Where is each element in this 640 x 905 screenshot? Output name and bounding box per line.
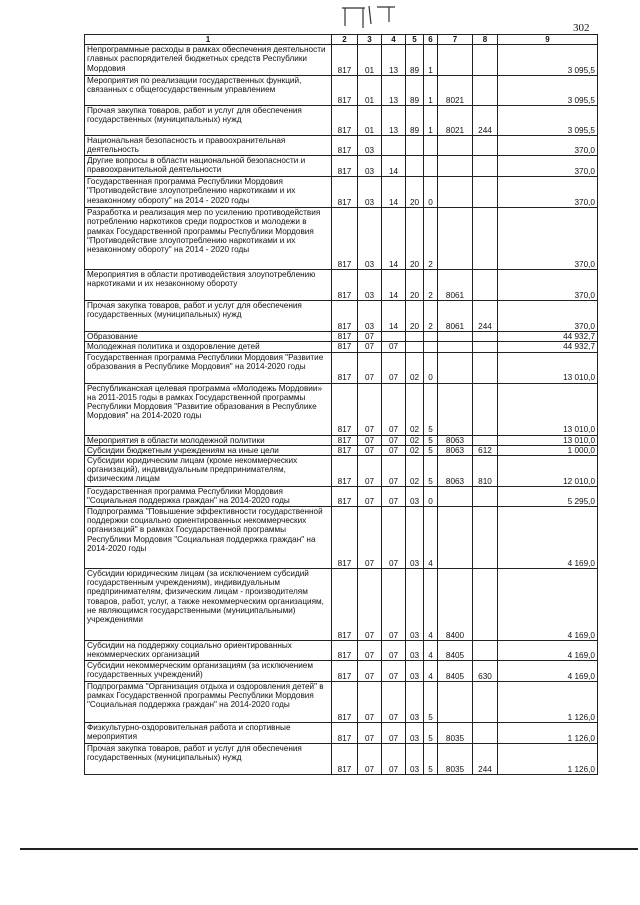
program-cell [406, 342, 424, 352]
staple-mark-icon [337, 4, 397, 30]
article-cell: 8405 [438, 661, 473, 682]
program-cell: 03 [406, 682, 424, 723]
program-cell: 02 [406, 352, 424, 383]
table-row [85, 106, 598, 136]
row-name-cell: Национальная безопасность и правоохранительная деятельность [85, 136, 332, 156]
program-cell: 02 [406, 383, 424, 435]
expense-type-cell [473, 177, 498, 208]
subsection-cell: 07 [382, 435, 406, 445]
section-cell: 07 [358, 383, 382, 435]
subsection-cell: 14 [382, 208, 406, 270]
admin-code-cell: 817 [332, 744, 358, 775]
table-row [85, 456, 598, 487]
subsection-cell: 14 [382, 177, 406, 208]
expense-type-cell: 630 [473, 661, 498, 682]
program-cell: 20 [406, 301, 424, 332]
amount-cell: 4 169,0 [498, 569, 598, 641]
subprogram-cell: 5 [424, 744, 438, 775]
scan-edge-line [20, 848, 638, 850]
expense-type-cell [473, 136, 498, 156]
admin-code-cell: 817 [332, 208, 358, 270]
table-row [85, 435, 598, 445]
expense-type-cell [473, 45, 498, 76]
admin-code-cell: 817 [332, 569, 358, 641]
program-cell: 02 [406, 435, 424, 445]
program-cell: 89 [406, 45, 424, 76]
expense-type-cell [473, 208, 498, 270]
program-cell: 02 [406, 456, 424, 487]
article-cell: 8035 [438, 744, 473, 775]
section-cell: 07 [358, 744, 382, 775]
row-name-cell: Подпрограмма "Организация отдыха и оздоровления детей" в рамках Государственной программы Республики Мордовия "Социальная поддержка граждан" на 2014-2020 годы [85, 682, 332, 723]
expense-type-cell [473, 270, 498, 301]
section-cell: 07 [358, 682, 382, 723]
admin-code-cell: 817 [332, 342, 358, 352]
expense-type-cell [473, 641, 498, 661]
subsection-cell: 07 [382, 744, 406, 775]
section-cell: 07 [358, 332, 382, 342]
admin-code-cell: 817 [332, 507, 358, 569]
row-name-cell: Субсидии на поддержку социально ориентированных некоммерческих организаций [85, 641, 332, 661]
amount-cell: 1 000,0 [498, 445, 598, 455]
article-cell [438, 208, 473, 270]
subprogram-cell: 0 [424, 177, 438, 208]
expense-type-cell: 612 [473, 445, 498, 455]
table-row [85, 445, 598, 455]
expense-type-cell [473, 352, 498, 383]
table-row [85, 270, 598, 301]
amount-cell: 1 126,0 [498, 723, 598, 744]
subprogram-cell [424, 332, 438, 342]
subprogram-cell: 4 [424, 661, 438, 682]
expense-type-cell [473, 723, 498, 744]
subsection-cell: 07 [382, 661, 406, 682]
expense-type-cell [473, 682, 498, 723]
row-name-cell: Субсидии бюджетным учреждениям на иные цели [85, 445, 332, 455]
table-row [85, 352, 598, 383]
article-cell: 8063 [438, 445, 473, 455]
column-header: 9 [498, 35, 598, 45]
row-name-cell: Субсидии некоммерческим организациям (за исключением государственных учреждений) [85, 661, 332, 682]
table-row [85, 487, 598, 507]
table-row [85, 342, 598, 352]
table-header-row [85, 35, 598, 45]
subsection-cell: 14 [382, 301, 406, 332]
section-cell: 07 [358, 445, 382, 455]
table-row [85, 723, 598, 744]
amount-cell: 44 932,7 [498, 342, 598, 352]
section-cell: 07 [358, 435, 382, 445]
program-cell: 03 [406, 487, 424, 507]
expense-type-cell: 244 [473, 301, 498, 332]
subprogram-cell: 0 [424, 352, 438, 383]
expense-type-cell [473, 342, 498, 352]
subsection-cell: 13 [382, 106, 406, 136]
row-name-cell: Физкультурно-оздоровительная работа и спортивные мероприятия [85, 723, 332, 744]
section-cell: 07 [358, 352, 382, 383]
subprogram-cell: 2 [424, 208, 438, 270]
amount-cell: 3 095,5 [498, 45, 598, 76]
section-cell: 03 [358, 156, 382, 177]
article-cell: 8063 [438, 456, 473, 487]
article-cell: 8021 [438, 76, 473, 106]
section-cell: 03 [358, 301, 382, 332]
expense-type-cell [473, 76, 498, 106]
amount-cell: 3 095,5 [498, 76, 598, 106]
admin-code-cell: 817 [332, 352, 358, 383]
subprogram-cell: 2 [424, 270, 438, 301]
admin-code-cell: 817 [332, 301, 358, 332]
section-cell: 07 [358, 661, 382, 682]
subprogram-cell: 1 [424, 106, 438, 136]
expense-type-cell [473, 487, 498, 507]
amount-cell: 4 169,0 [498, 661, 598, 682]
admin-code-cell: 817 [332, 156, 358, 177]
row-name-cell: Субсидии юридическим лицам (за исключением субсидий государственным учреждениям), индивидуальным предпринимателям, физическим лицам - производителям товаров, работ, услуг, а также некоммерческим организациям, не являющимся государственными (муниципальными) учреждениями [85, 569, 332, 641]
subsection-cell: 07 [382, 682, 406, 723]
subsection-cell: 07 [382, 352, 406, 383]
article-cell [438, 682, 473, 723]
subsection-cell: 07 [382, 445, 406, 455]
row-name-cell: Субсидии юридическим лицам (кроме некоммерческих организаций), индивидуальным предпринимателям, физическим лицам [85, 456, 332, 487]
amount-cell: 370,0 [498, 136, 598, 156]
program-cell: 02 [406, 445, 424, 455]
row-name-cell: Мероприятия в области молодежной политики [85, 435, 332, 445]
expense-type-cell [473, 383, 498, 435]
program-cell: 20 [406, 208, 424, 270]
amount-cell: 3 095,5 [498, 106, 598, 136]
table-row [85, 332, 598, 342]
article-cell [438, 332, 473, 342]
section-cell: 07 [358, 569, 382, 641]
subprogram-cell: 5 [424, 456, 438, 487]
subsection-cell: 07 [382, 456, 406, 487]
subprogram-cell: 5 [424, 383, 438, 435]
admin-code-cell: 817 [332, 435, 358, 445]
amount-cell: 13 010,0 [498, 435, 598, 445]
amount-cell: 370,0 [498, 301, 598, 332]
article-cell [438, 177, 473, 208]
row-name-cell: Государственная программа Республики Мордовия "Развитие образования в Республике Мордовия" на 2014-2020 годы [85, 352, 332, 383]
admin-code-cell: 817 [332, 487, 358, 507]
column-header: 6 [424, 35, 438, 45]
subprogram-cell: 5 [424, 723, 438, 744]
row-name-cell: Прочая закупка товаров, работ и услуг для обеспечения государственных (муниципальных) нужд [85, 744, 332, 775]
amount-cell: 5 295,0 [498, 487, 598, 507]
table-row [85, 301, 598, 332]
amount-cell: 370,0 [498, 177, 598, 208]
table-row [85, 45, 598, 76]
table-row [85, 383, 598, 435]
row-name-cell: Прочая закупка товаров, работ и услуг для обеспечения государственных (муниципальных) нужд [85, 106, 332, 136]
expense-type-cell: 244 [473, 106, 498, 136]
section-cell: 03 [358, 136, 382, 156]
subprogram-cell [424, 156, 438, 177]
subprogram-cell: 4 [424, 641, 438, 661]
expense-type-cell: 810 [473, 456, 498, 487]
admin-code-cell: 817 [332, 270, 358, 301]
subprogram-cell: 4 [424, 569, 438, 641]
section-cell: 07 [358, 507, 382, 569]
section-cell: 07 [358, 641, 382, 661]
section-cell: 03 [358, 208, 382, 270]
row-name-cell: Разработка и реализация мер по усилению противодействия потреблению наркотиков среди подростков и молодежи в рамках Государственной программы Республики Мордовия "Противодействие злоупотреблению наркотиками и их незаконному обороту" на 2014 - 2020 годы [85, 208, 332, 270]
amount-cell: 370,0 [498, 156, 598, 177]
column-header: 2 [332, 35, 358, 45]
amount-cell: 13 010,0 [498, 383, 598, 435]
subsection-cell: 14 [382, 270, 406, 301]
section-cell: 07 [358, 723, 382, 744]
subsection-cell: 07 [382, 641, 406, 661]
subprogram-cell [424, 342, 438, 352]
section-cell: 03 [358, 270, 382, 301]
amount-cell: 13 010,0 [498, 352, 598, 383]
row-name-cell: Прочая закупка товаров, работ и услуг для обеспечения государственных (муниципальных) нужд [85, 301, 332, 332]
expense-type-cell [473, 569, 498, 641]
admin-code-cell: 817 [332, 723, 358, 744]
article-cell: 8063 [438, 435, 473, 445]
article-cell: 8400 [438, 569, 473, 641]
amount-cell: 4 169,0 [498, 641, 598, 661]
admin-code-cell: 817 [332, 445, 358, 455]
admin-code-cell: 817 [332, 682, 358, 723]
program-cell: 03 [406, 507, 424, 569]
column-header: 8 [473, 35, 498, 45]
column-header: 4 [382, 35, 406, 45]
admin-code-cell: 817 [332, 661, 358, 682]
table-row [85, 208, 598, 270]
table-row [85, 744, 598, 775]
subprogram-cell: 0 [424, 487, 438, 507]
article-cell [438, 45, 473, 76]
program-cell: 20 [406, 177, 424, 208]
program-cell: 03 [406, 661, 424, 682]
column-header: 5 [406, 35, 424, 45]
amount-cell: 370,0 [498, 208, 598, 270]
subsection-cell: 07 [382, 569, 406, 641]
amount-cell: 1 126,0 [498, 744, 598, 775]
admin-code-cell: 817 [332, 456, 358, 487]
subprogram-cell: 1 [424, 45, 438, 76]
article-cell: 8061 [438, 301, 473, 332]
table-row [85, 661, 598, 682]
subprogram-cell: 4 [424, 507, 438, 569]
article-cell [438, 507, 473, 569]
amount-cell: 4 169,0 [498, 507, 598, 569]
program-cell: 03 [406, 569, 424, 641]
expense-type-cell [473, 435, 498, 445]
row-name-cell: Подпрограмма "Повышение эффективности государственной поддержки социально ориентированных некоммерческих организаций" в рамках Государственной программы Республики Мордовия "Социальная поддержка граждан" на 2014-2020 годы [85, 507, 332, 569]
article-cell: 8035 [438, 723, 473, 744]
amount-cell: 370,0 [498, 270, 598, 301]
section-cell: 07 [358, 342, 382, 352]
article-cell: 8405 [438, 641, 473, 661]
subprogram-cell: 2 [424, 301, 438, 332]
program-cell [406, 136, 424, 156]
expense-type-cell [473, 332, 498, 342]
program-cell: 89 [406, 76, 424, 106]
program-cell: 89 [406, 106, 424, 136]
section-cell: 03 [358, 177, 382, 208]
table-row [85, 507, 598, 569]
admin-code-cell: 817 [332, 136, 358, 156]
program-cell: 03 [406, 744, 424, 775]
section-cell: 07 [358, 487, 382, 507]
admin-code-cell: 817 [332, 76, 358, 106]
row-name-cell: Республиканская целевая программа «Молодежь Мордовии» на 2011-2015 годы в рамках Государственной программы Республики Мордовия "Развитие образования в Республике Мордовия" на 2014-2020 годы [85, 383, 332, 435]
section-cell: 01 [358, 45, 382, 76]
admin-code-cell: 817 [332, 106, 358, 136]
expense-type-cell [473, 156, 498, 177]
table-row [85, 569, 598, 641]
row-name-cell: Государственная программа Республики Мордовия "Социальная поддержка граждан" на 2014-2020 годы [85, 487, 332, 507]
row-name-cell: Государственная программа Республики Мордовия "Противодействие злоупотреблению наркотиками и их незаконному обороту" на 2014 - 2020 годы [85, 177, 332, 208]
subprogram-cell: 1 [424, 76, 438, 106]
admin-code-cell: 817 [332, 177, 358, 208]
table-body [85, 45, 598, 775]
article-cell [438, 156, 473, 177]
subsection-cell: 13 [382, 76, 406, 106]
article-cell [438, 136, 473, 156]
table-row [85, 177, 598, 208]
row-name-cell: Мероприятия в области противодействия злоупотреблению наркотиками и их незаконному обороту [85, 270, 332, 301]
row-name-cell: Другие вопросы в области национальной безопасности и правоохранительной деятельности [85, 156, 332, 177]
column-header: 3 [358, 35, 382, 45]
subprogram-cell: 5 [424, 445, 438, 455]
subprogram-cell [424, 136, 438, 156]
section-cell: 01 [358, 76, 382, 106]
budget-table [84, 34, 598, 775]
page-number: 302 [573, 22, 590, 34]
expense-type-cell [473, 507, 498, 569]
subsection-cell: 07 [382, 342, 406, 352]
admin-code-cell: 817 [332, 45, 358, 76]
article-cell [438, 487, 473, 507]
subsection-cell [382, 136, 406, 156]
subprogram-cell: 5 [424, 435, 438, 445]
table-row [85, 136, 598, 156]
table-row [85, 682, 598, 723]
subsection-cell [382, 332, 406, 342]
subsection-cell: 07 [382, 487, 406, 507]
column-header: 7 [438, 35, 473, 45]
section-cell: 01 [358, 106, 382, 136]
admin-code-cell: 817 [332, 332, 358, 342]
subsection-cell: 14 [382, 156, 406, 177]
row-name-cell: Мероприятия по реализации государственных функций, связанных с общегосударственным управлением [85, 76, 332, 106]
admin-code-cell: 817 [332, 641, 358, 661]
program-cell: 20 [406, 270, 424, 301]
subsection-cell: 07 [382, 507, 406, 569]
article-cell: 8061 [438, 270, 473, 301]
subsection-cell: 07 [382, 723, 406, 744]
row-name-cell: Молодежная политика и оздоровление детей [85, 342, 332, 352]
article-cell [438, 342, 473, 352]
amount-cell: 1 126,0 [498, 682, 598, 723]
program-cell [406, 332, 424, 342]
row-name-cell: Непрограммные расходы в рамках обеспечения деятельности главных распорядителей бюджетных средств Республики Мордовия [85, 45, 332, 76]
amount-cell: 12 010,0 [498, 456, 598, 487]
expense-type-cell: 244 [473, 744, 498, 775]
subprogram-cell: 5 [424, 682, 438, 723]
program-cell [406, 156, 424, 177]
table-row [85, 156, 598, 177]
article-cell: 8021 [438, 106, 473, 136]
row-name-cell: Образование [85, 332, 332, 342]
article-cell [438, 383, 473, 435]
column-header: 1 [85, 35, 332, 45]
amount-cell: 44 932,7 [498, 332, 598, 342]
article-cell [438, 352, 473, 383]
program-cell: 03 [406, 641, 424, 661]
table-row [85, 641, 598, 661]
admin-code-cell: 817 [332, 383, 358, 435]
subsection-cell: 07 [382, 383, 406, 435]
table-row [85, 76, 598, 106]
section-cell: 07 [358, 456, 382, 487]
subsection-cell: 13 [382, 45, 406, 76]
program-cell: 03 [406, 723, 424, 744]
